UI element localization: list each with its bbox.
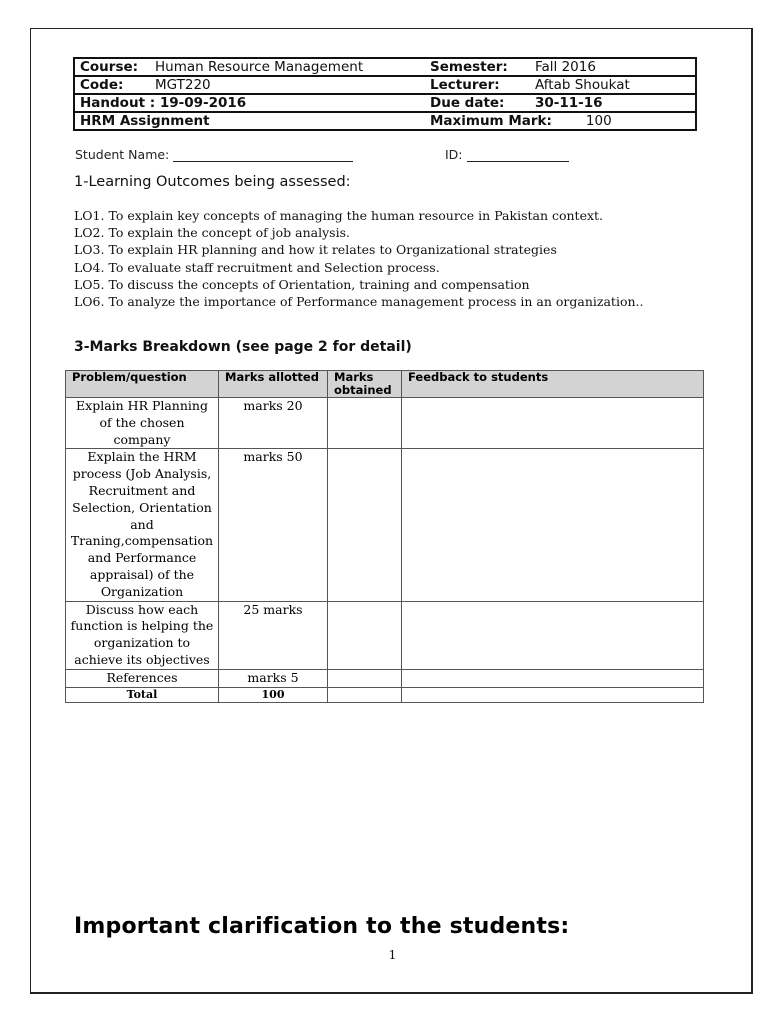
student-name-label: Student Name:: [75, 147, 170, 162]
total-obtained-cell[interactable]: [328, 687, 402, 702]
code-row: [74, 76, 696, 94]
feedback-cell[interactable]: [402, 449, 704, 601]
lecturer-label: Lecturer:: [425, 76, 530, 94]
semester-label: Semester:: [425, 58, 530, 76]
student-name-line[interactable]: [173, 148, 353, 162]
max-mark-value: 100: [585, 113, 612, 129]
learning-outcome-item: LO5. To discuss the concepts of Orientation, training and compensation: [74, 276, 530, 292]
column-header: Marks obtained: [328, 371, 402, 398]
table-row: [66, 449, 704, 601]
handout-date: Handout : 19-09-2016: [74, 94, 425, 112]
marks-obtained-cell[interactable]: [328, 449, 402, 601]
column-header: Marks allotted: [219, 371, 328, 398]
column-header: Problem/question: [66, 371, 219, 398]
total-label: Total: [66, 687, 219, 702]
student-id-field[interactable]: [445, 147, 569, 162]
code-value: MGT220: [150, 76, 425, 94]
student-id-line[interactable]: [467, 148, 569, 162]
marks-allotted-cell: marks 20: [219, 398, 328, 449]
question-cell: Discuss how each function is helping the organization to achieve its objectives: [66, 601, 219, 669]
marks-allotted-cell: marks 50: [219, 449, 328, 601]
marks-breakdown-table: [65, 370, 704, 703]
student-name-field[interactable]: [75, 147, 353, 162]
marks-obtained-cell[interactable]: [328, 669, 402, 687]
question-cell: Explain HR Planning of the chosen company: [66, 398, 219, 449]
code-label: Code:: [74, 76, 150, 94]
important-clarification-heading: Important clarification to the students:: [74, 914, 570, 939]
marks-breakdown-heading: 3-Marks Breakdown (see page 2 for detail): [74, 339, 412, 355]
learning-outcome-item: LO1. To explain key concepts of managing the human resource in Pakistan context.: [74, 208, 604, 223]
semester-value: Fall 2016: [530, 58, 696, 76]
max-mark-label: Maximum Mark:: [430, 113, 552, 129]
max-mark-cell: [425, 112, 696, 130]
feedback-cell[interactable]: [402, 601, 704, 669]
column-header: Feedback to students: [402, 371, 704, 398]
learning-outcome-item: LO2. To explain the concept of job analysis.: [74, 225, 350, 241]
student-id-label: ID:: [445, 147, 463, 162]
question-cell: References: [66, 669, 219, 687]
page-number: 1: [388, 947, 397, 962]
total-feedback-cell[interactable]: [402, 687, 704, 702]
marks-allotted-cell: marks 5: [219, 669, 328, 687]
total-value: 100: [219, 687, 328, 702]
question-cell: Explain the HRM process (Job Analysis, Recruitment and Selection, Orientation and Traning,compensation and Performance appraisal) of the Organization: [66, 449, 219, 601]
marks-obtained-cell[interactable]: [328, 601, 402, 669]
due-date-label: Due date:: [425, 94, 530, 112]
course-row: [74, 58, 696, 76]
total-row: [66, 687, 704, 702]
assignment-row: [74, 112, 696, 130]
assignment-title: HRM Assignment: [80, 113, 210, 129]
learning-outcome-item: LO4. To evaluate staff recruitment and Selection process.: [74, 259, 440, 275]
learning-outcome-item: LO6. To analyze the importance of Performance management process in an organization..: [74, 294, 644, 310]
lecturer-value: Aftab Shoukat: [530, 76, 696, 94]
table-row: [66, 669, 704, 687]
learning-outcome-item: LO3. To explain HR planning and how it relates to Organizational strategies: [74, 242, 557, 258]
feedback-cell[interactable]: [402, 669, 704, 687]
table-header-row: [66, 371, 704, 398]
handout-row: [74, 94, 696, 112]
feedback-cell[interactable]: [402, 398, 704, 449]
course-label: Course:: [74, 58, 150, 76]
learning-outcomes-heading: 1-Learning Outcomes being assessed:: [74, 174, 351, 190]
course-info-table: [73, 57, 697, 131]
table-row: [66, 398, 704, 449]
marks-obtained-cell[interactable]: [328, 398, 402, 449]
course-value: Human Resource Management: [150, 58, 425, 76]
learning-outcomes-list: [74, 207, 643, 310]
document-page: [30, 28, 753, 994]
table-row: [66, 601, 704, 669]
due-date-value: 30-11-16: [530, 94, 696, 112]
marks-allotted-cell: 25 marks: [219, 601, 328, 669]
